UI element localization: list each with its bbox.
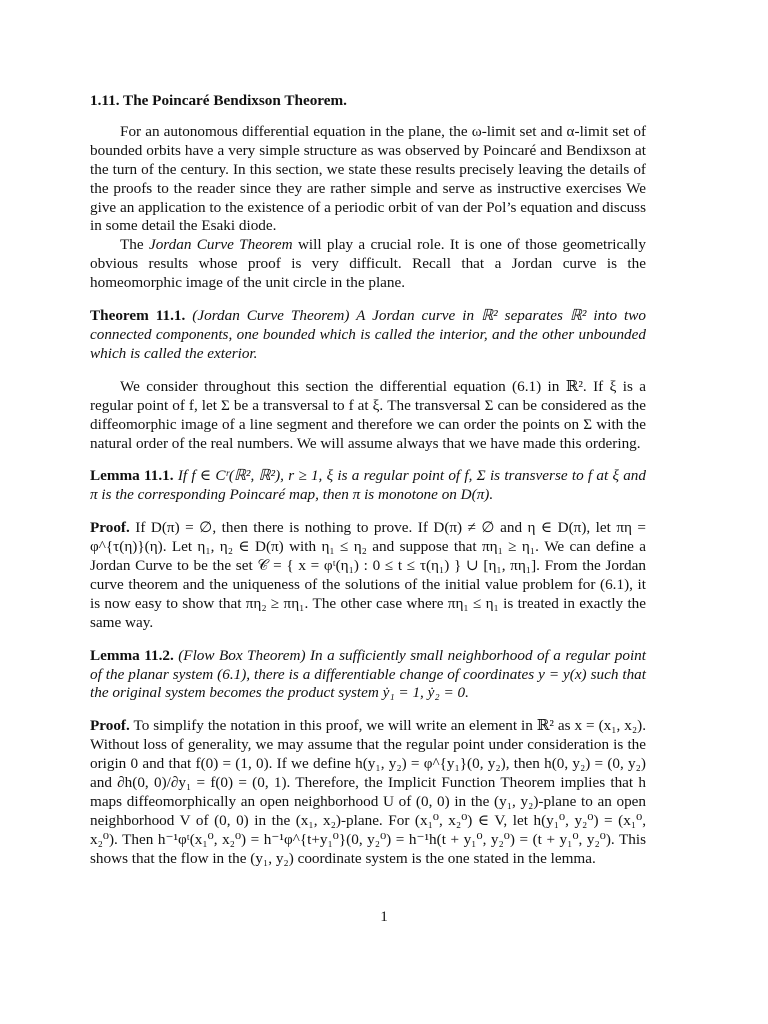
theorem-11-1 [90, 307, 646, 364]
lemma-11-2-label: Lemma 11.2. [90, 646, 174, 664]
paper-page [90, 92, 646, 869]
proof-1-text: If D(π) = ∅, then there is nothing to prove. If D(π) ≠ ∅ and η ∈ D(π), let πη = φ^{τ(η)}(η). Let η₁, η₂ ∈ D(π) with η₁ ≤ η₂ and suppose that πη₁ ≥ η₁. We can define a Jordan Curve to be the set 𝒞 = { x = φᵗ(η₁) : 0 ≤ t ≤ τ(η₁) } ∪ [η₁, πη₁]. From the Jordan curve theorem and the uniqueness of the solutions of the initial value problem for (6.1), it is now easy to show that πη₂ ≥ πη₁. The other case where πη₁ ≤ η₁ is treated in exactly the same way. [90, 519, 646, 631]
intro-paragraph: For an autonomous differential equation in the plane, the ω-limit set and α-limit set of bounded orbits have a very simple structure as was observed by Poincaré and Bendixson at the turn of the century. In this section, we state these results precisely leaving the details of the proofs to the reader since they are rather simple and serve as instructive exercises We give an application to the existence of a periodic orbit of van der Pol’s equation and discuss in some detail the Esaki diode. [90, 122, 646, 235]
proof-1 [90, 519, 646, 632]
lemma-11-1-statement: If f ∈ Cʳ(ℝ², ℝ²), r ≥ 1, ξ is a regular point of f, Σ is transverse to f at ξ and π is the corresponding Poincaré map, then π is monotone on D(π). [90, 467, 646, 504]
proof-1-label: Proof. [90, 519, 130, 537]
theorem-11-1-label: Theorem 11.1. [90, 307, 186, 325]
proof-2-label: Proof. [90, 717, 130, 735]
jordan-curve-theorem-emphasis: Jordan Curve Theorem [148, 236, 293, 254]
jordan-paragraph-prefix: The [120, 236, 149, 254]
lemma-11-1-label: Lemma 11.1. [90, 467, 174, 485]
lemma-11-2 [90, 647, 646, 704]
section-setup-paragraph: We consider throughout this section the differential equation (6.1) in ℝ². If ξ is a regular point of f, let Σ be a transversal to f at ξ. The transversal Σ can be considered as the diffeomorphic image of a line segment and therefore we can order the points on Σ with the natural order of the real numbers. We will assume always that we have made this ordering. [90, 377, 646, 452]
jordan-paragraph-suffix: will play a crucial role. It is one of those geometrically obvious results whose proof is very difficult. Recall that a Jordan curve is the homeomorphic image of the unit circle in the plane. [90, 236, 646, 292]
page-number: 1 [380, 908, 388, 925]
proof-2-text: To simplify the notation in this proof, we will write an element in ℝ² as x = (x₁, x₂). Without loss of generality, we may assume that the regular point under consideration is the origin 0 and that f(0) = (1, 0). If we define h(y₁, y₂) = φ^{y₁}(0, y₂), then h(0, y₂) = (0, y₂) and ∂h(0, 0)/∂y₁ = f(0) = (0, 1). Therefore, the Implicit Function Theorem implies that h maps diffeomorphically an open neighborhood U of (0, 0) in the (y₁, y₂)-plane to an open neighborhood V of (0, 0) in the (x₁, x₂)-plane. For (x₁⁰, x₂⁰) ∈ V, let h(y₁⁰, y₂⁰) = (x₁⁰, x₂⁰). Then h⁻¹φᵗ(x₁⁰, x₂⁰) = h⁻¹φ^{t+y₁⁰}(0, y₂⁰) = h⁻¹h(t + y₁⁰, y₂⁰) = (t + y₁⁰, y₂⁰). This shows that the flow in the (y₁, y₂) coordinate system is the one stated in the lemma. [90, 717, 646, 867]
lemma-11-2-statement: (Flow Box Theorem) In a sufficiently small neighborhood of a regular point of the planar system (6.1), there is a differentiable change of coordinates y = y(x) such that the original system becomes the product system ẏ₁ = 1, ẏ₂ = 0. [90, 646, 646, 702]
jordan-paragraph [90, 236, 646, 293]
lemma-11-1 [90, 467, 646, 505]
proof-2 [90, 717, 646, 868]
theorem-11-1-statement: (Jordan Curve Theorem) A Jordan curve in ℝ² separates ℝ² into two connected components, one bounded which is called the interior, and the other unbounded which is called the exterior. [90, 307, 646, 362]
section-title: 1.11. The Poincaré Bendixson Theorem. [90, 92, 347, 109]
